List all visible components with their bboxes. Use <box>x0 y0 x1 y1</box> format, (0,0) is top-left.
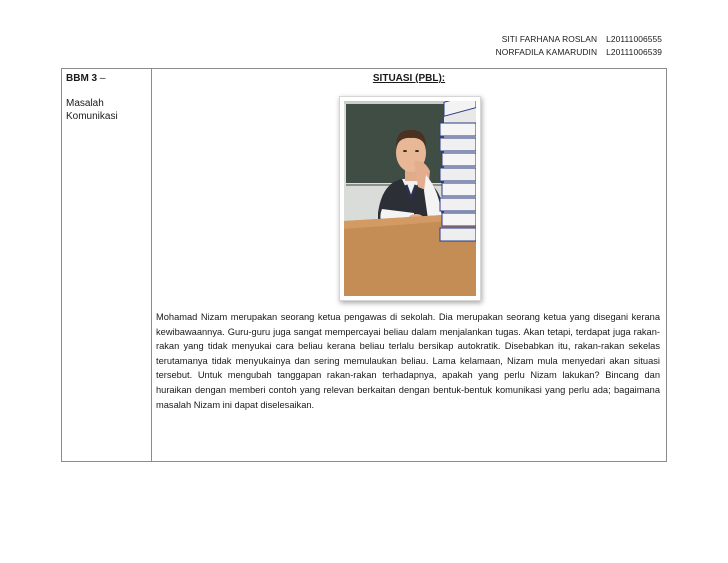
author-name: NORFADILA KAMARUDIN <box>495 46 598 57</box>
author-id: L20111006539 <box>606 46 662 57</box>
topic-line-2: Komunikasi <box>66 111 118 122</box>
situation-paragraph: Mohamad Nizam merupakan seorang ketua pengawas di sekolah. Dia merupakan seorang ketua yang disegani kerana kewibawaannya. Guru-guru juga sangat mempercayai beliau dalam menjalankan tugas. Akan tetapi, terdapat juga rakan-rakan yang tidak menyukai cara beliau kerana beliau terlalu bersikap autokratik. Disebabkan itu, rakan-rakan sekelas terutamanya tidak menyukainya dan sering memulaukan beliau. Lama kelamaan, Nizam mula menyedari akan situasi tersebut. Untuk mengubah tanggapan rakan-rakan terhadapnya, apakah yang perlu Nizam lakukan? Bincang dan huraikan dengan memberi contoh yang relevan berkaitan dengan bentuk-bentuk komunikasi yang perlu ada; bagaimana masalah Nizam ini dapat diselesaikan. <box>156 312 660 410</box>
topic-line-1: Masalah <box>66 98 104 109</box>
left-column <box>66 72 150 123</box>
unit-dash: – <box>97 73 106 84</box>
author-name: SITI FARHANA ROSLAN <box>501 34 598 44</box>
unit-label-row <box>66 72 150 85</box>
author-line-2 <box>496 46 662 59</box>
topic-label <box>66 97 150 123</box>
column-divider <box>151 69 152 461</box>
author-header <box>496 33 662 58</box>
student-bored-at-desk-photo <box>344 101 476 296</box>
section-title: SITUASI (PBL): <box>372 73 446 84</box>
author-line-1 <box>496 33 662 46</box>
student-photo <box>339 96 481 301</box>
unit-label: BBM 3 <box>66 73 98 84</box>
content-table <box>61 68 667 462</box>
author-id: L20111006555 <box>606 34 662 44</box>
